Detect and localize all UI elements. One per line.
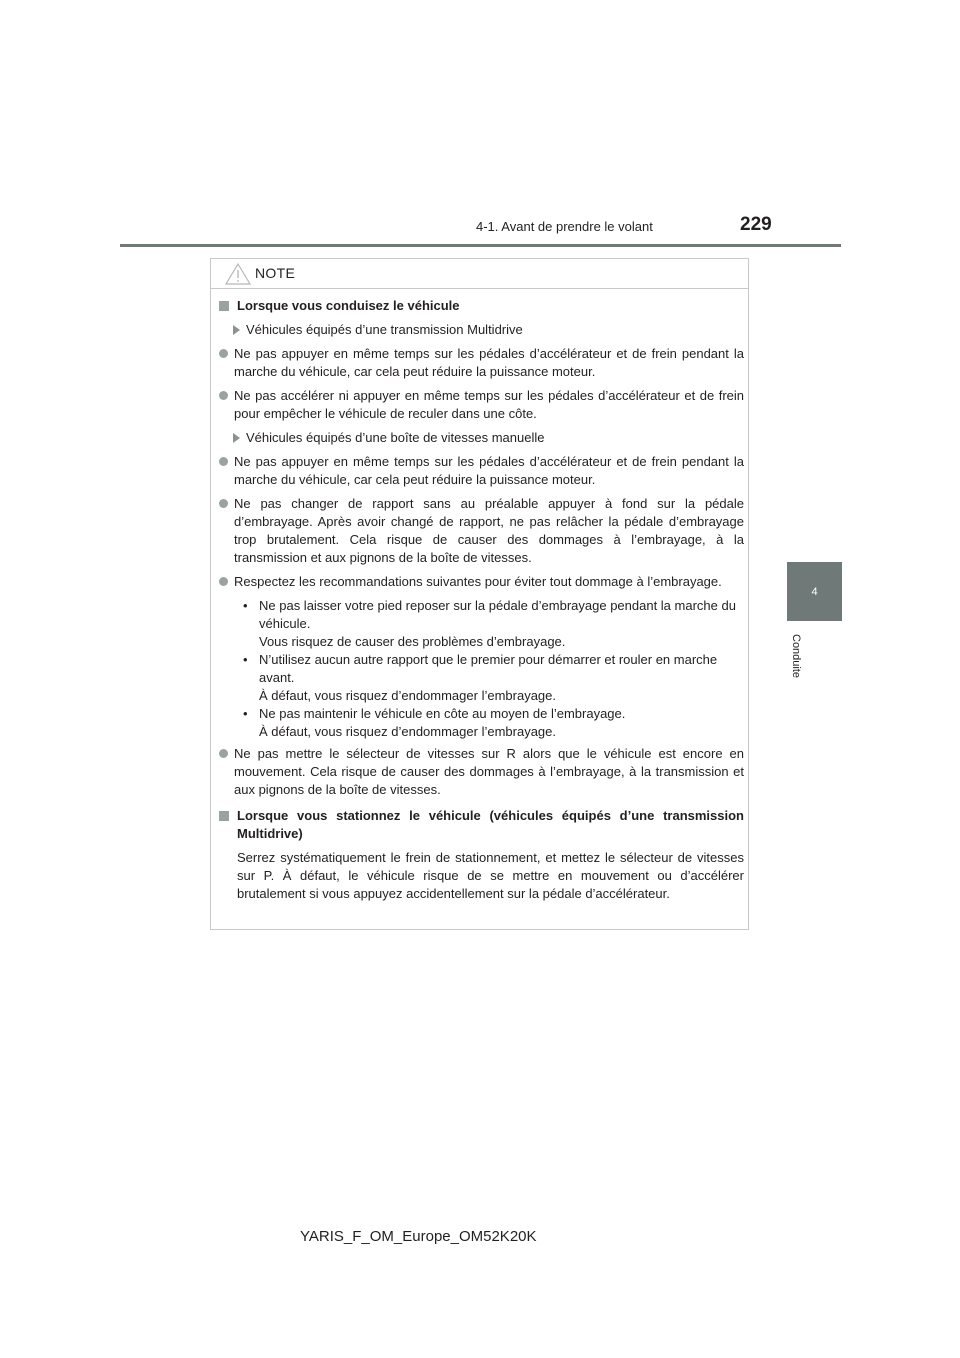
list-item (219, 745, 744, 799)
chapter-label: Conduite (790, 634, 802, 679)
document-code: YARIS_F_OM_Europe_OM52K20K (300, 1228, 537, 1245)
section-title: Lorsque vous stationnez le véhicule (véhicules équipés d’une transmission Multidrive) (237, 808, 744, 841)
round-bullet-icon (219, 499, 228, 508)
subheading-multidrive (233, 321, 744, 339)
subheading-text: Véhicules équipés d’une transmission Multidrive (246, 322, 523, 337)
recommendation-item (243, 705, 744, 741)
note-body (219, 297, 744, 903)
round-bullet-icon (219, 749, 228, 758)
section-heading-driving (219, 297, 744, 315)
header-divider (120, 244, 841, 247)
round-bullet-icon (219, 577, 228, 586)
list-item (219, 387, 744, 423)
chapter-label-container (788, 634, 802, 694)
list-item-text: Ne pas appuyer en même temps sur les pédales d’accélérateur et de frein pendant la marche du véhicule, car cela peut réduire la puissance moteur. (234, 346, 744, 379)
section-heading-parking (219, 807, 744, 843)
square-bullet-icon (219, 811, 229, 821)
recommendation-text (259, 597, 744, 651)
bullet-mark: • (243, 706, 248, 721)
recommendation-consequence: À défaut, vous risquez d’endommager l’embrayage. (259, 688, 556, 703)
header-section-title: 4-1. Avant de prendre le volant (476, 219, 653, 234)
recommendation-line: N’utilisez aucun autre rapport que le premier pour démarrer et rouler en marche avant. (259, 652, 718, 685)
list-item-text: Ne pas mettre le sélecteur de vitesses sur R alors que le véhicule est encore en mouvement. Cela risque de causer des dommages à l’embrayage, à la transmission et aux pignons de la boîte de vitesses. (234, 746, 744, 797)
subheading-text: Véhicules équipés d’une boîte de vitesses manuelle (246, 430, 545, 445)
square-bullet-icon (219, 301, 229, 311)
subheading-manual (233, 429, 744, 447)
note-header (211, 259, 748, 289)
round-bullet-icon (219, 349, 228, 358)
recommendation-item (243, 597, 744, 651)
chapter-number: 4 (811, 585, 818, 598)
section-title: Lorsque vous conduisez le véhicule (237, 298, 460, 313)
round-bullet-icon (219, 391, 228, 400)
recommendation-consequence: À défaut, vous risquez d’endommager l’embrayage. (259, 724, 556, 739)
recommendation-consequence: Vous risquez de causer des problèmes d’embrayage. (259, 634, 566, 649)
triangle-bullet-icon (233, 325, 240, 335)
list-item-text: Ne pas appuyer en même temps sur les pédales d’accélérateur et de frein pendant la marche du véhicule, car cela peut réduire la puissance moteur. (234, 454, 744, 487)
list-item-text: Ne pas changer de rapport sans au préalable appuyer à fond sur la pédale d’embrayage. Après avoir changé de rapport, ne pas relâcher la pédale d’embrayage trop brutalement. Cela risque de causer des dommages à l’embrayage, à la transmission et aux pignons de la boîte de vitesses. (234, 496, 744, 565)
recommendation-line: Ne pas laisser votre pied reposer sur la pédale d’embrayage pendant la marche du véhicule. (259, 598, 736, 631)
chapter-tab (787, 562, 842, 621)
list-item (219, 573, 744, 591)
note-title: NOTE (255, 265, 296, 281)
triangle-bullet-icon (233, 433, 240, 443)
recommendation-item (243, 651, 744, 705)
note-box (210, 258, 749, 930)
parking-paragraph: Serrez systématiquement le frein de stationnement, et mettez le sélecteur de vitesses sur P. À défaut, le véhicule risque de se mettre en mouvement ou d’accélérer brutalement si vous appuyez accidentellement sur la pédale d’accélérateur. (237, 850, 744, 901)
bullet-mark: • (243, 652, 248, 667)
list-item (219, 345, 744, 381)
bullet-mark: • (243, 598, 248, 613)
list-item (219, 495, 744, 567)
page-number: 229 (740, 214, 772, 235)
warning-triangle-icon (225, 263, 251, 285)
recommendation-line: Ne pas maintenir le véhicule en côte au moyen de l’embrayage. (259, 706, 626, 721)
list-item-text: Respectez les recommandations suivantes pour éviter tout dommage à l’embrayage. (234, 574, 722, 589)
round-bullet-icon (219, 457, 228, 466)
recommendation-list (243, 597, 744, 741)
list-item-text: Ne pas accélérer ni appuyer en même temps sur les pédales d’accélérateur et de frein pour empêcher le véhicule de reculer dans une côte. (234, 388, 744, 421)
recommendation-text (259, 651, 744, 705)
recommendation-text (259, 705, 744, 741)
list-item (219, 453, 744, 489)
